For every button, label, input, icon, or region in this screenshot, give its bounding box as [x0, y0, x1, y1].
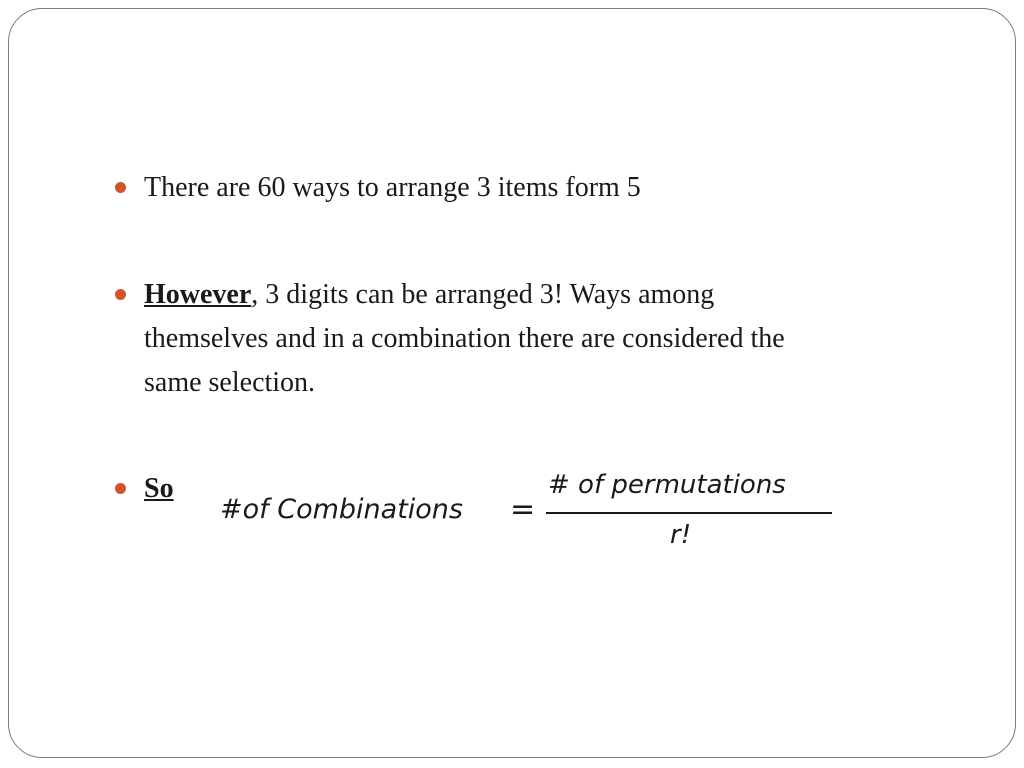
- formula-equals: =: [510, 492, 536, 527]
- formula-numerator: # of permutations: [548, 470, 786, 500]
- however-comma: ,: [251, 279, 259, 310]
- bullet-3-text: [144, 467, 174, 511]
- bullet-dot-3: [115, 483, 126, 494]
- bullet-2-line-1-text: 3 digits can be arranged 3! Ways among: [258, 279, 715, 310]
- formula-denominator: r!: [670, 520, 692, 550]
- so-emphasis: So: [144, 473, 174, 504]
- bullet-dot-1: [115, 182, 126, 193]
- fraction-bar: [546, 512, 832, 514]
- bullet-2-text: [144, 273, 785, 405]
- bullet-2-line-3: same selection.: [144, 367, 316, 398]
- bullet-2-line-1: [144, 273, 785, 317]
- however-emphasis: However: [144, 279, 252, 310]
- bullet-1-text: [144, 166, 641, 210]
- bullet-1-label: There are 60 ways to arrange 3 items form 5: [144, 172, 641, 203]
- formula-lhs: #of Combinations: [220, 494, 463, 525]
- bullet-2-line-2: themselves and in a combination there are considered the: [144, 323, 785, 354]
- bullet-dot-2: [115, 289, 126, 300]
